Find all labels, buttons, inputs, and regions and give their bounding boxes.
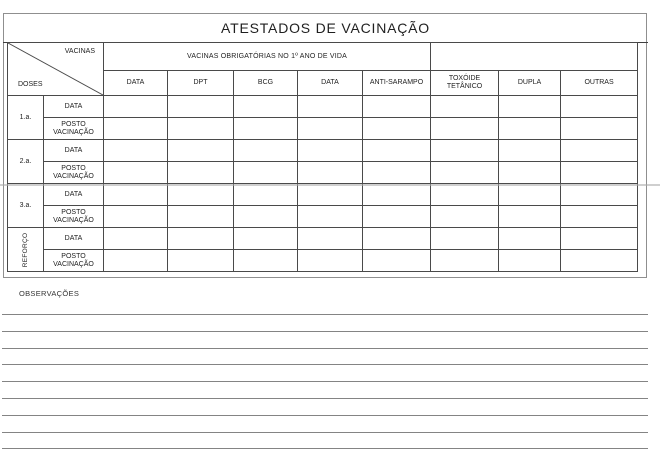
- column-header-bcg: BCG: [234, 71, 298, 96]
- table-cell: [561, 118, 638, 140]
- table-cell: [298, 184, 363, 206]
- table-cell: [298, 118, 363, 140]
- table-cell: [298, 206, 363, 228]
- column-header-data-1: DATA: [104, 71, 168, 96]
- table-cell: [234, 162, 298, 184]
- observation-line: [2, 448, 648, 449]
- corner-vacinas-label: VACINAS: [64, 48, 95, 55]
- observation-line: [2, 314, 648, 315]
- observation-line: [2, 381, 648, 382]
- table-cell: [168, 250, 234, 272]
- vaccination-table: [7, 42, 638, 272]
- table-cell: [363, 228, 431, 250]
- table-cell: [363, 162, 431, 184]
- dose-label-reforco: REFORÇO: [8, 228, 44, 272]
- table-cell: [561, 96, 638, 118]
- row-label-posto-vacinacao: POSTO VACINAÇÃO: [44, 206, 104, 228]
- table-cell: [499, 96, 561, 118]
- table-cell: [431, 118, 499, 140]
- dose-label-1a: 1.a.: [8, 96, 44, 140]
- table-cell: [499, 162, 561, 184]
- row-label-posto-vacinacao: POSTO VACINAÇÃO: [44, 250, 104, 272]
- table-cell: [104, 250, 168, 272]
- table-cell: [431, 96, 499, 118]
- table-cell: [104, 184, 168, 206]
- table-cell: [168, 228, 234, 250]
- group-header-cell: VACINAS OBRIGATÓRIAS NO 1º ANO DE VIDA: [104, 43, 431, 71]
- group-header-empty-cell: [431, 43, 638, 71]
- column-header-data-2: DATA: [298, 71, 363, 96]
- row-label-posto-vacinacao: POSTO VACINAÇÃO: [44, 162, 104, 184]
- table-cell: [298, 140, 363, 162]
- table-cell: [234, 96, 298, 118]
- row-label-data: DATA: [44, 228, 104, 250]
- observation-line: [2, 398, 648, 399]
- table-cell: [431, 184, 499, 206]
- column-header-dpt: DPT: [168, 71, 234, 96]
- table-cell: [104, 162, 168, 184]
- table-cell: [363, 96, 431, 118]
- table-cell: [363, 184, 431, 206]
- table-cell: [561, 206, 638, 228]
- table-cell: [431, 250, 499, 272]
- table-cell: [104, 228, 168, 250]
- column-header-dupla: DUPLA: [499, 71, 561, 96]
- table-cell: [168, 96, 234, 118]
- observations-label: OBSERVAÇÕES: [19, 289, 80, 298]
- table-cell: [234, 184, 298, 206]
- table-cell: [298, 162, 363, 184]
- table-cell: [104, 140, 168, 162]
- table-cell: [499, 250, 561, 272]
- table-cell: [298, 96, 363, 118]
- observation-line: [2, 415, 648, 416]
- table-cell: [168, 140, 234, 162]
- table-cell: [499, 228, 561, 250]
- table-cell: [298, 228, 363, 250]
- column-header-anti-sarampo: ANTI-SARAMPO: [363, 71, 431, 96]
- table-cell: [168, 184, 234, 206]
- observation-line: [2, 432, 648, 433]
- corner-doses-label: DOSES: [18, 81, 43, 88]
- table-cell: [234, 140, 298, 162]
- table-cell: [561, 140, 638, 162]
- table-cell: [168, 206, 234, 228]
- scan-fold-artifact: [0, 184, 660, 186]
- table-cell: [499, 118, 561, 140]
- dose-label-2a: 2.a.: [8, 140, 44, 184]
- table-cell: [363, 206, 431, 228]
- row-label-data: DATA: [44, 96, 104, 118]
- table-cell: [234, 250, 298, 272]
- column-header-outras: OUTRAS: [561, 71, 638, 96]
- table-cell: [431, 228, 499, 250]
- table-cell: [431, 140, 499, 162]
- table-cell: [561, 250, 638, 272]
- table-cell: [561, 228, 638, 250]
- table-cell: [499, 140, 561, 162]
- row-label-data: DATA: [44, 184, 104, 206]
- table-cell: [168, 162, 234, 184]
- observation-line: [2, 364, 648, 365]
- table-cell: [104, 96, 168, 118]
- table-cell: [298, 250, 363, 272]
- table-cell: [431, 162, 499, 184]
- table-cell: [363, 118, 431, 140]
- table-cell: [234, 228, 298, 250]
- table-cell: [168, 118, 234, 140]
- table-cell: [104, 118, 168, 140]
- row-label-posto-vacinacao: POSTO VACINAÇÃO: [44, 118, 104, 140]
- column-header-toxoide-tetanico: TOXÓIDE TETÂNICO: [431, 71, 499, 96]
- corner-cell: [8, 43, 104, 96]
- table-cell: [104, 206, 168, 228]
- dose-label-3a: 3.a.: [8, 184, 44, 228]
- observation-line: [2, 348, 648, 349]
- table-cell: [363, 140, 431, 162]
- page-title: ATESTADOS DE VACINAÇÃO: [221, 20, 430, 36]
- table-cell: [234, 118, 298, 140]
- table-cell: [561, 162, 638, 184]
- row-label-data: DATA: [44, 140, 104, 162]
- observation-line: [2, 331, 648, 332]
- table-cell: [499, 206, 561, 228]
- table-cell: [363, 250, 431, 272]
- table-cell: [561, 184, 638, 206]
- table-cell: [431, 206, 499, 228]
- table-cell: [499, 184, 561, 206]
- table-cell: [234, 206, 298, 228]
